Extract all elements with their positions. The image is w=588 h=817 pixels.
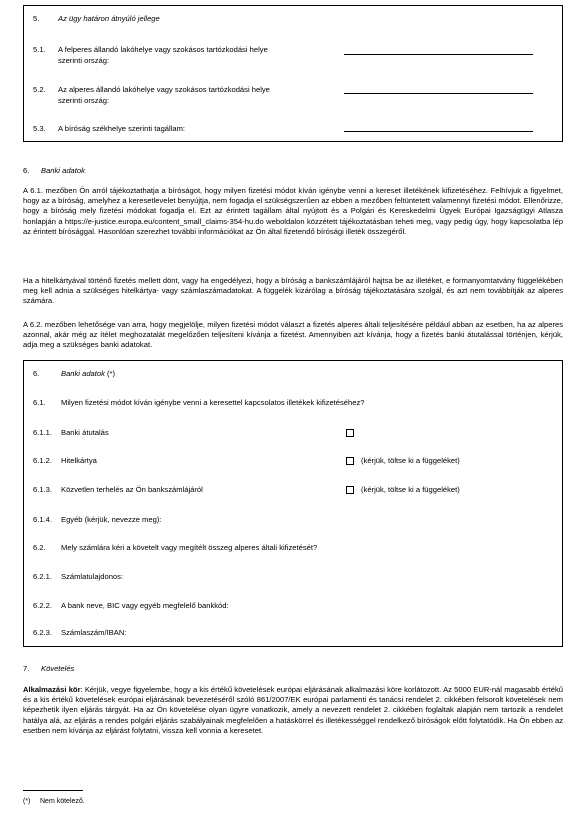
sec6-box-title-wrap [61, 369, 115, 379]
sec6-box-title-suffix: (*) [107, 369, 116, 378]
sec5-item2-line1: Az alperes állandó lakóhelye vagy szokásos tartózkodási helye [58, 85, 270, 94]
sec5-title: Az ügy határon átnyúló jellege [58, 14, 160, 23]
opt3-num: 6.1.3. [33, 485, 52, 494]
opt2-num: 6.1.2. [33, 456, 52, 465]
q62-text: Mely számlára kéri a követelt vagy megítélt összeg alperes általi kifizetését? [61, 543, 318, 552]
bank-name-label: A bank neve, BIC vagy egyéb megfelelő bankkód: [61, 601, 229, 610]
account-holder-label: Számlatulajdonos: [61, 572, 124, 581]
sec5-num: 5. [33, 14, 40, 23]
sec5-item1-field[interactable] [344, 54, 533, 55]
sec6-heading-num: 6. [23, 166, 30, 175]
q62-num: 6.2. [33, 543, 46, 552]
footnote-mark: (*) [23, 798, 31, 805]
opt4-num: 6.1.4. [33, 515, 52, 524]
f2-num: 6.2.2. [33, 601, 52, 610]
section-5-box [23, 5, 563, 142]
sec5-item2-field[interactable] [344, 93, 533, 94]
footnote-text: Nem kötelező. [40, 798, 85, 805]
opt3-label: Közvetlen terhelés az Ön bankszámlájáról [61, 485, 203, 494]
sec6-box-title: Banki adatok [61, 369, 105, 378]
scope-lead: Alkalmazási kör [23, 685, 81, 694]
sec6-paragraph-2: Ha a hitelkártyával történő fizetés mellett dönt, vagy ha engedélyezi, hogy a bíróság a bankszámlájáról hajtsa be az illetéket, e formanyomtatvány függelékében meg kell adnia a szükséges hitelkártya- vagy számlaszámadatokat. A függelék kizárólag a bíróság tájékoztatására szolgál, és azt nem továbbítják az alperes számára. [23, 276, 563, 306]
opt2-label: Hitelkártya [61, 456, 97, 465]
scope-text: : Kérjük, vegye figyelembe, hogy a kis értékű követelések európai eljárásának alkalmazási köre korlátozott. Az 5000 EUR-nál magasabb értékű és a kis értékű követelések európai eljárásának bevezetéséről szóló 861/2007/EK európai parlamenti és tanácsi rendelet 2. cikkében felsorolt követelések nem képezhetik ilyen eljárás tárgyát. Ha az Ön követelése olyan ügyre vonatkozik, amely a nevezett rendelet 2. cikkében foglaltak alapján nem tartozik a rendelet hatálya alá, az eljárás a rendes polgári eljárás szabályainak megfelelően a hatáskörrel és illetékességgel rendelkező bíróságok előtt folytatódik. Ha Ön ebben az esetben nem kívánja az eljárást folytatni, vissza kell vonnia a keresetet. [23, 685, 563, 735]
opt1-num: 6.1.1. [33, 428, 52, 437]
sec5-item1-line2: szerinti ország: [58, 56, 110, 65]
sec5-item1-num: 5.1. [33, 45, 46, 54]
q61-text: Milyen fizetési módot kíván igénybe venni a keresettel kapcsolatos illetékek kifizetéséhez? [61, 398, 365, 407]
sec5-item2-line2: szerinti ország: [58, 96, 110, 105]
bank-transfer-checkbox[interactable] [346, 429, 354, 437]
direct-debit-checkbox[interactable] [346, 486, 354, 494]
sec5-item3-field[interactable] [344, 131, 533, 132]
sec5-item3-num: 5.3. [33, 124, 46, 133]
sec6-box-num: 6. [33, 369, 40, 378]
sec7-heading: Követelés [41, 664, 75, 673]
sec6-heading: Banki adatok [41, 166, 85, 175]
sec6-paragraph-1: A 6.1. mezőben Ön arról tájékoztathatja a bíróságot, hogy milyen fizetési módot kíván igénybe venni a kereset illetékének kifizetéséhez. Felhívjuk a figyelmet, hogy az a bíróság, amelyhez a keresetlevelet benyújtja, nem fogadja el szükségszerűen az ebben a mezőben feltüntetett valamennyi fizetési módot. Ellenőrizze, hogy a bíróság mely fizetési módokat fogadja el. Ezt az érintett tagállam által nyújtott és a Polgári és Kereskedelmi Ügyek Európai Igazságügyi Atlasza honlapján a https://e-justice.europa.eu/content_small_claims-354-hu.do weboldalon közzétett tájékoztatásban teheti meg, vagy pedig úgy, hogy kapcsolatba lép az érintett bírósággal. Hasonlóan szerezhet további információkat az Ön által fizetendő bírósági illeték összegéről. [23, 186, 563, 236]
opt3-note: (kérjük, töltse ki a függeléket) [361, 485, 460, 494]
opt4-label: Egyéb (kérjük, nevezze meg): [61, 515, 162, 524]
f3-num: 6.2.3. [33, 628, 52, 637]
opt1-label: Banki átutalás [61, 428, 109, 437]
f1-num: 6.2.1. [33, 572, 52, 581]
q61-num: 6.1. [33, 398, 46, 407]
sec7-paragraph [23, 685, 563, 736]
sec6-paragraph-3: A 6.2. mezőben lehetősége van arra, hogy megjelölje, milyen fizetési módot választ a fizetés alperes általi teljesítésére például abban az esetben, ha az alperes azonnal, akár még az ítélet meghozatalát megelőzően teljesíteni kívánja a fizetést. Amennyiben azt kívánja, hogy a fizetés banki átutalással történjen, kérjük, adja meg a szükséges banki adatokat. [23, 320, 563, 350]
sec7-heading-num: 7. [23, 664, 30, 673]
sec5-item2-num: 5.2. [33, 85, 46, 94]
footnote-rule [23, 790, 83, 791]
sec5-item1-line1: A felperes állandó lakóhelye vagy szokásos tartózkodási helye [58, 45, 268, 54]
credit-card-checkbox[interactable] [346, 457, 354, 465]
iban-label: Számlaszám/IBAN: [61, 628, 127, 637]
opt2-note: (kérjük, töltse ki a függeléket) [361, 456, 460, 465]
sec5-item3-line1: A bíróság székhelye szerinti tagállam: [58, 124, 186, 133]
